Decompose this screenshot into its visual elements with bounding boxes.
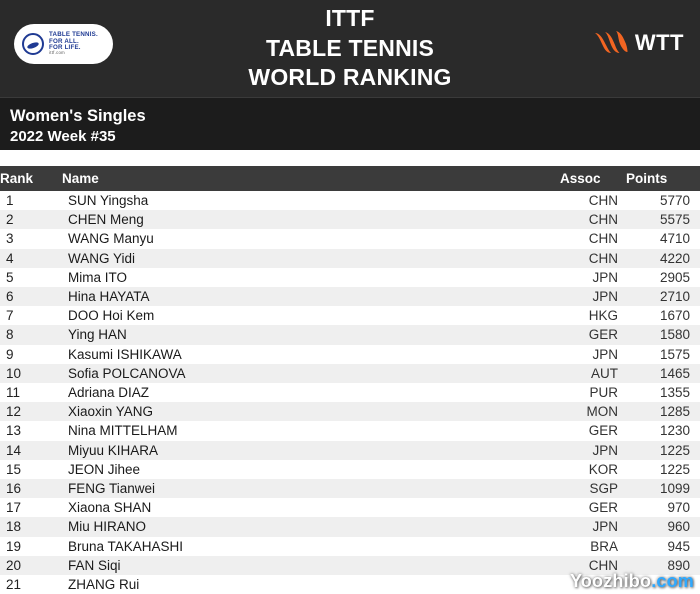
cell-points: 1670: [659, 308, 690, 324]
cell-rank: 8: [0, 325, 62, 344]
cell-name: FENG Tianwei: [62, 479, 560, 498]
cell-rank: 6: [0, 287, 62, 306]
cell-assoc: JPN: [592, 269, 618, 285]
wtt-logo: [594, 30, 684, 56]
cell-points: 1230: [659, 423, 690, 439]
page-title-line-2: TABLE TENNIS: [265, 34, 435, 61]
table-row[interactable]: [0, 441, 700, 460]
ittf-logo-url: ittf.com: [49, 50, 65, 56]
cell-name: Mima ITO: [68, 269, 128, 285]
table-row[interactable]: [0, 364, 700, 383]
table-header-row: [0, 166, 700, 191]
cell-assoc: HKG: [588, 308, 618, 324]
ranking-period: 2022 Week #35: [10, 128, 116, 146]
cell-points: 1575: [659, 346, 690, 362]
table-row[interactable]: [0, 421, 700, 440]
watermark: [570, 571, 694, 592]
cell-assoc: CHN: [588, 193, 618, 208]
cell-name: Xiaoxin YANG: [62, 402, 560, 421]
cell-points: 1225: [659, 461, 690, 477]
cell-rank: 20: [0, 556, 62, 575]
cell-points: 960: [626, 517, 700, 536]
cell-rank: 12: [0, 402, 62, 421]
cell-assoc: JPN: [560, 517, 626, 536]
wtt-logo-text: WTT: [634, 30, 684, 55]
cell-assoc: JPN: [592, 346, 618, 362]
cell-name: FAN Siqi: [62, 556, 560, 575]
cell-points: 1465: [626, 364, 700, 383]
table-row[interactable]: [0, 517, 700, 536]
table-row[interactable]: [0, 249, 700, 268]
cell-assoc: SGP: [560, 479, 626, 498]
cell-rank: 19: [6, 538, 22, 554]
cell-name: Miyuu KIHARA: [62, 441, 560, 460]
page-title: [248, 4, 451, 92]
column-header-rank: Rank: [0, 166, 62, 191]
cell-name: JEON Jihee: [68, 461, 141, 477]
ittf-logo-line3: FOR LIFE.: [49, 44, 81, 52]
table-row[interactable]: [0, 306, 700, 325]
cell-name: CHEN Meng: [62, 210, 560, 229]
cell-rank: 11: [6, 385, 21, 401]
cell-rank: 9: [6, 346, 14, 362]
page-header: [0, 0, 700, 97]
table-row[interactable]: [0, 268, 700, 287]
cell-rank: 1: [6, 193, 14, 208]
ittf-logo-text: [49, 32, 98, 56]
spacer-band: [0, 150, 700, 166]
table-tennis-ball-icon: [22, 33, 44, 55]
cell-name: Xiaona SHAN: [68, 500, 152, 516]
cell-name: Adriana DIAZ: [68, 385, 150, 401]
cell-assoc: GER: [588, 500, 618, 516]
table-row[interactable]: [0, 537, 700, 556]
ittf-logo: [14, 24, 113, 64]
cell-points: 945: [667, 538, 690, 554]
page-title-line-3: WORLD RANKING: [248, 64, 452, 91]
watermark-text: Yoozhibo: [569, 571, 652, 591]
cell-name: Miu HIRANO: [62, 517, 560, 536]
cell-name: Sofia POLCANOVA: [62, 364, 560, 383]
column-header-assoc: Assoc: [560, 166, 626, 191]
table-row[interactable]: [0, 191, 700, 210]
cell-assoc: CHN: [560, 249, 626, 268]
cell-points: 1355: [659, 385, 690, 401]
cell-rank: 3: [6, 231, 14, 247]
cell-rank: 4: [0, 249, 62, 268]
cell-points: 2905: [659, 269, 690, 285]
cell-points: 970: [667, 500, 690, 516]
cell-name: SUN Yingsha: [68, 193, 149, 208]
cell-rank: 18: [0, 517, 62, 536]
table-row[interactable]: [0, 383, 700, 402]
cell-name: WANG Yidi: [62, 249, 560, 268]
column-header-name: Name: [62, 166, 560, 191]
cell-assoc: GER: [560, 325, 626, 344]
wtt-flame-icon: [594, 30, 628, 56]
cell-assoc: CHN: [588, 231, 618, 247]
cell-rank: 13: [6, 423, 22, 439]
cell-rank: 14: [0, 441, 62, 460]
table-row[interactable]: [0, 498, 700, 517]
table-body: [0, 191, 700, 594]
cell-points: 1580: [626, 325, 700, 344]
cell-name: Bruna TAKAHASHI: [68, 538, 184, 554]
column-header-points: Points: [626, 166, 700, 191]
table-header: [0, 166, 700, 191]
table-row[interactable]: [0, 325, 700, 344]
cell-name: Kasumi ISHIKAWA: [68, 346, 182, 362]
cell-points: 4710: [659, 231, 690, 247]
cell-assoc: CHN: [560, 210, 626, 229]
cell-points: 1285: [626, 402, 700, 421]
cell-points: 890: [626, 556, 700, 575]
table-row[interactable]: [0, 210, 700, 229]
cell-rank: 10: [0, 364, 62, 383]
watermark-domain: .com: [651, 571, 694, 591]
table-row[interactable]: [0, 402, 700, 421]
table-row[interactable]: [0, 229, 700, 248]
cell-assoc: CHN: [560, 556, 626, 575]
cell-points: 1225: [626, 441, 700, 460]
rankings-table: [0, 166, 700, 594]
cell-name: DOO Hoi Kem: [68, 308, 155, 324]
cell-name: Hina HAYATA: [62, 287, 560, 306]
page-title-line-1: ITTF: [325, 5, 375, 32]
cell-points: 1099: [626, 479, 700, 498]
cell-assoc: KOR: [588, 461, 618, 477]
cell-name: Ying HAN: [62, 325, 560, 344]
cell-rank: 2: [0, 210, 62, 229]
cell-name: ZHANG Rui: [68, 577, 140, 593]
cell-assoc: PUR: [589, 385, 618, 401]
table-row[interactable]: [0, 287, 700, 306]
cell-name: WANG Manyu: [68, 231, 154, 247]
cell-assoc: AUT: [560, 364, 626, 383]
cell-rank: 17: [6, 500, 22, 516]
table-row[interactable]: [0, 460, 700, 479]
cell-rank: 7: [6, 308, 14, 324]
cell-assoc: BRA: [590, 538, 618, 554]
cell-rank: 21: [6, 577, 22, 593]
cell-name: Nina MITTELHAM: [68, 423, 178, 439]
table-row[interactable]: [0, 345, 700, 364]
cell-assoc: MON: [560, 402, 626, 421]
cell-rank: 15: [6, 461, 22, 477]
ittf-logo-line2: FOR ALL.: [49, 37, 79, 45]
cell-assoc: JPN: [560, 287, 626, 306]
cell-points: 2710: [626, 287, 700, 306]
ranking-subtitle: [0, 97, 700, 150]
cell-assoc: GER: [588, 423, 618, 439]
cell-points: 5575: [626, 210, 700, 229]
cell-points: 4220: [626, 249, 700, 268]
ittf-logo-line1: TABLE TENNIS.: [49, 31, 98, 39]
cell-assoc: JPN: [560, 441, 626, 460]
cell-rank: 5: [6, 269, 14, 285]
cell-rank: 16: [0, 479, 62, 498]
cell-points: 5770: [659, 193, 690, 208]
ranking-category: Women's Singles: [10, 107, 146, 125]
table-row[interactable]: [0, 479, 700, 498]
